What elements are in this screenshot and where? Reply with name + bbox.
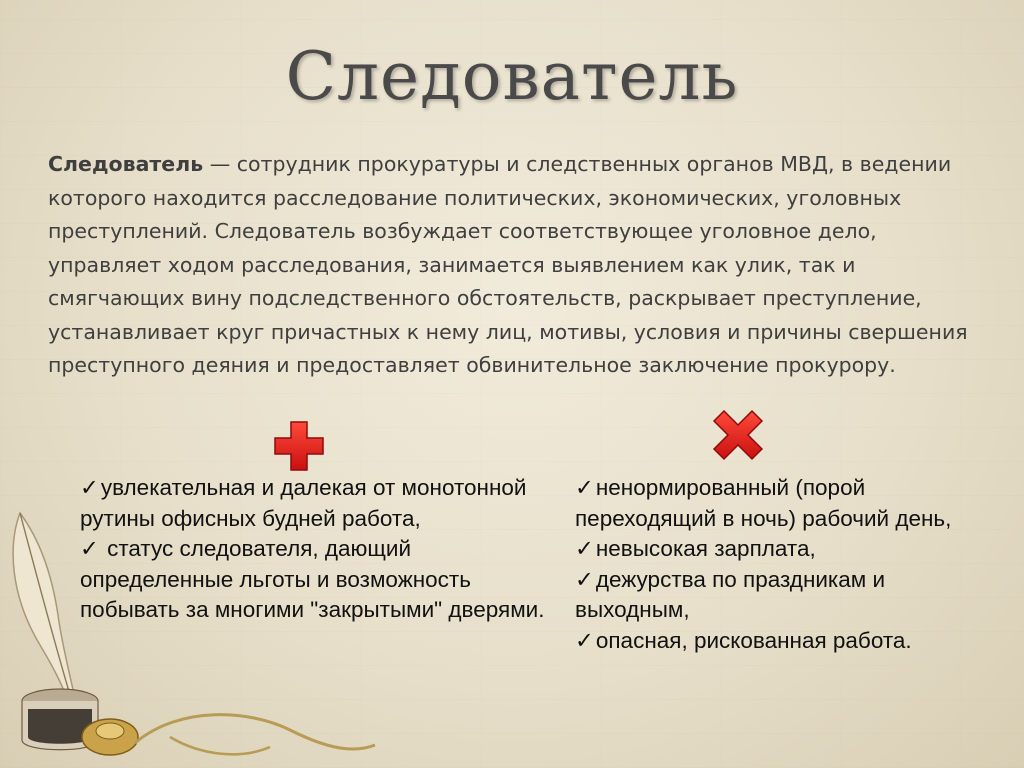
list-item-text: опасная, рискованная работа.	[595, 627, 912, 653]
checkmark-icon: ✓	[80, 475, 99, 500]
checkmark-icon: ✓	[575, 627, 594, 653]
list-item	[575, 473, 975, 534]
cross-icon	[712, 409, 764, 461]
definition-paragraph	[48, 148, 988, 383]
list-item	[575, 565, 975, 626]
checkmark-icon: ✓	[575, 475, 594, 500]
plus-icon	[273, 420, 325, 472]
checkmark-icon: ✓	[575, 536, 594, 561]
cons-list	[575, 473, 975, 656]
definition-term: Следователь	[48, 152, 204, 176]
list-item	[575, 534, 975, 565]
page-title: Следователь	[285, 38, 739, 115]
definition-text: — сотрудник прокуратуры и следственных органов МВД, в ведении которого находится расследование политических, экономических, уголовных преступлений. Следователь возбуждает соответствующее уголовное дело, управляет ходом расследования, занимается выявлением как улик, так и смягчающих вину подследственного обстоятельств, раскрывает преступление, устанавливает круг причастных к нему лиц, мотивы, условия и причины свершения преступного деяния и предоставляет обвинительное заключение прокурору.	[48, 152, 968, 377]
checkmark-icon: ✓	[80, 536, 99, 561]
list-item-text: ненормированный (порой переходящий в ночь) рабочий день,	[575, 475, 952, 531]
list-item-text: дежурства по праздникам и выходным,	[575, 566, 886, 622]
list-item-text: статус следователя, дающий определенные льготы и возможность побывать за многими "закрытыми" дверями.	[80, 536, 545, 622]
list-item-text: увлекательная и далекая от монотонной рутины офисных будней работа,	[80, 475, 527, 531]
quill-and-inkwell-icon	[0, 505, 380, 768]
list-item-text: невысокая зарплата,	[595, 536, 816, 561]
list-item	[575, 626, 975, 657]
checkmark-icon: ✓	[575, 566, 594, 592]
